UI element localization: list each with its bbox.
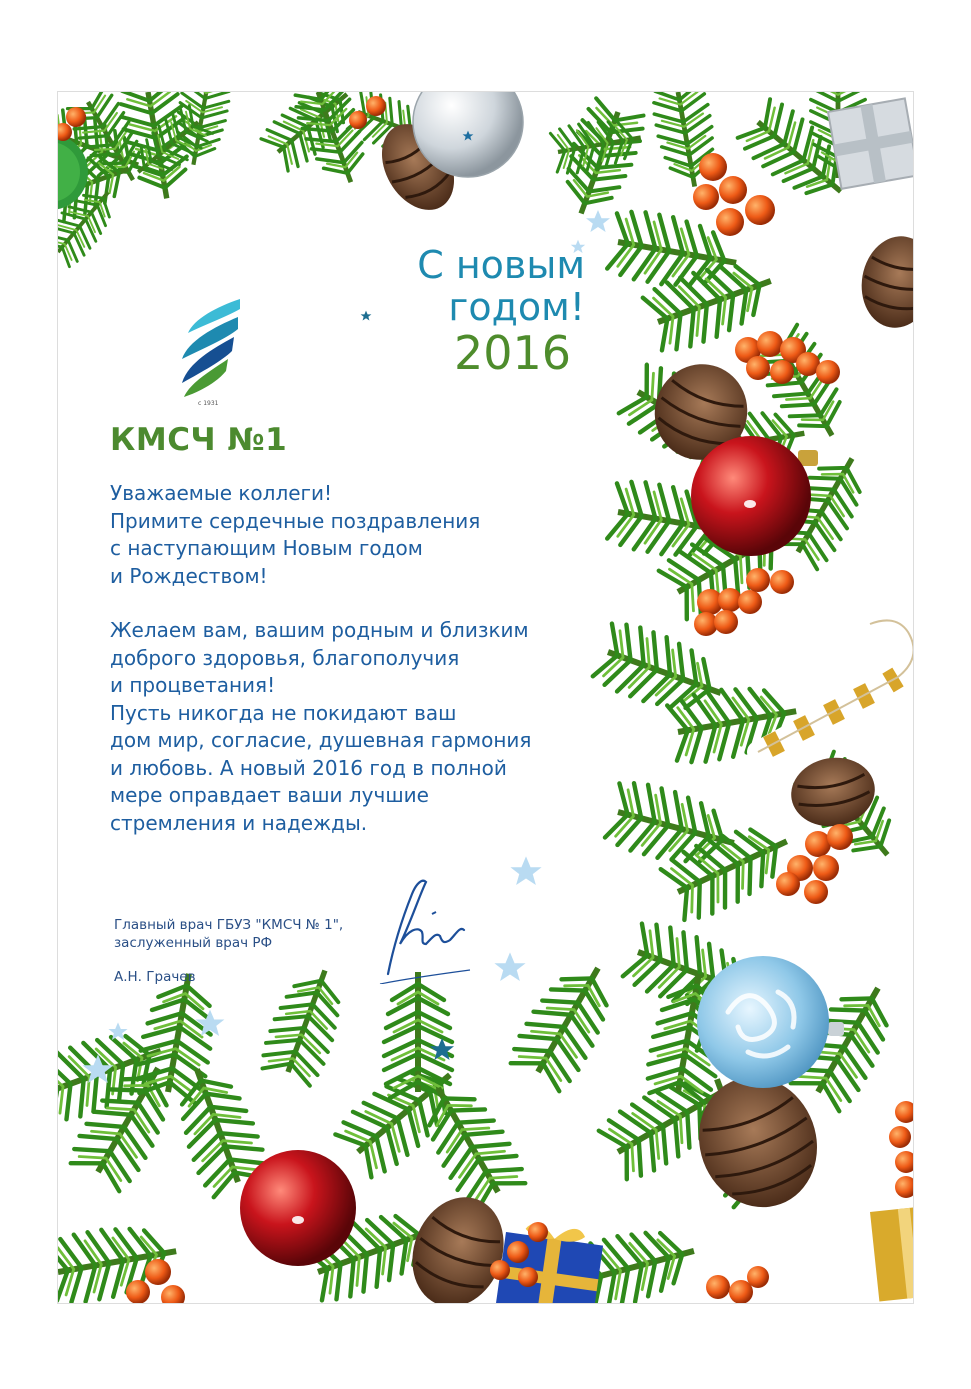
message-line: с наступающим Новым годом (110, 536, 423, 560)
message-line: и любовь. А новый 2016 год в полной (110, 755, 507, 780)
silver-gift (828, 98, 914, 188)
red-ornament-bottom (240, 1150, 356, 1266)
message-paragraph-1 (110, 480, 531, 590)
message-line: Пусть никогда не покидают ваш (110, 700, 457, 725)
handwritten-signature (370, 874, 480, 984)
pine-cone-right-top (855, 230, 914, 333)
message-line: Желаем вам, вашим родным и близким (110, 618, 529, 642)
organization-name: КМСЧ №1 (110, 422, 288, 458)
message-paragraph-2 (110, 617, 531, 837)
message-line: доброго здоровья, благополучия (110, 645, 460, 670)
signature-title-line-2: заслуженный врач РФ (114, 935, 273, 951)
signature-title-line-1: Главный врач ГБУЗ "КМСЧ № 1", (114, 917, 344, 933)
message-line: и Рождеством! (110, 563, 268, 588)
message-line: стремления и надежды. (110, 810, 368, 835)
greeting-line-1: С новым (417, 243, 585, 287)
message-line: и процветания! (110, 673, 276, 697)
blue-gift (495, 1219, 605, 1304)
organization-logo (176, 297, 246, 407)
gold-gift (870, 1205, 914, 1302)
message-line: Примите сердечные поздравления (110, 508, 481, 533)
signatory-name: А.Н. Грачев (114, 969, 196, 985)
blue-ornament-right (697, 956, 844, 1088)
message-line: мере оправдает ваши лучшие (110, 783, 429, 807)
message-line: дом мир, согласие, душевная гармония (110, 728, 532, 752)
candy-cane (758, 620, 914, 752)
greeting-card (57, 91, 914, 1304)
logo-caption: с 1931 (198, 400, 219, 407)
new-year-greeting (417, 244, 585, 328)
greeting-line-2: годом! (448, 285, 585, 329)
message-line: Уважаемые коллеги! (110, 481, 333, 505)
signature-title (114, 916, 343, 952)
greeting-year: 2016 (454, 326, 572, 380)
message-text (110, 480, 531, 837)
